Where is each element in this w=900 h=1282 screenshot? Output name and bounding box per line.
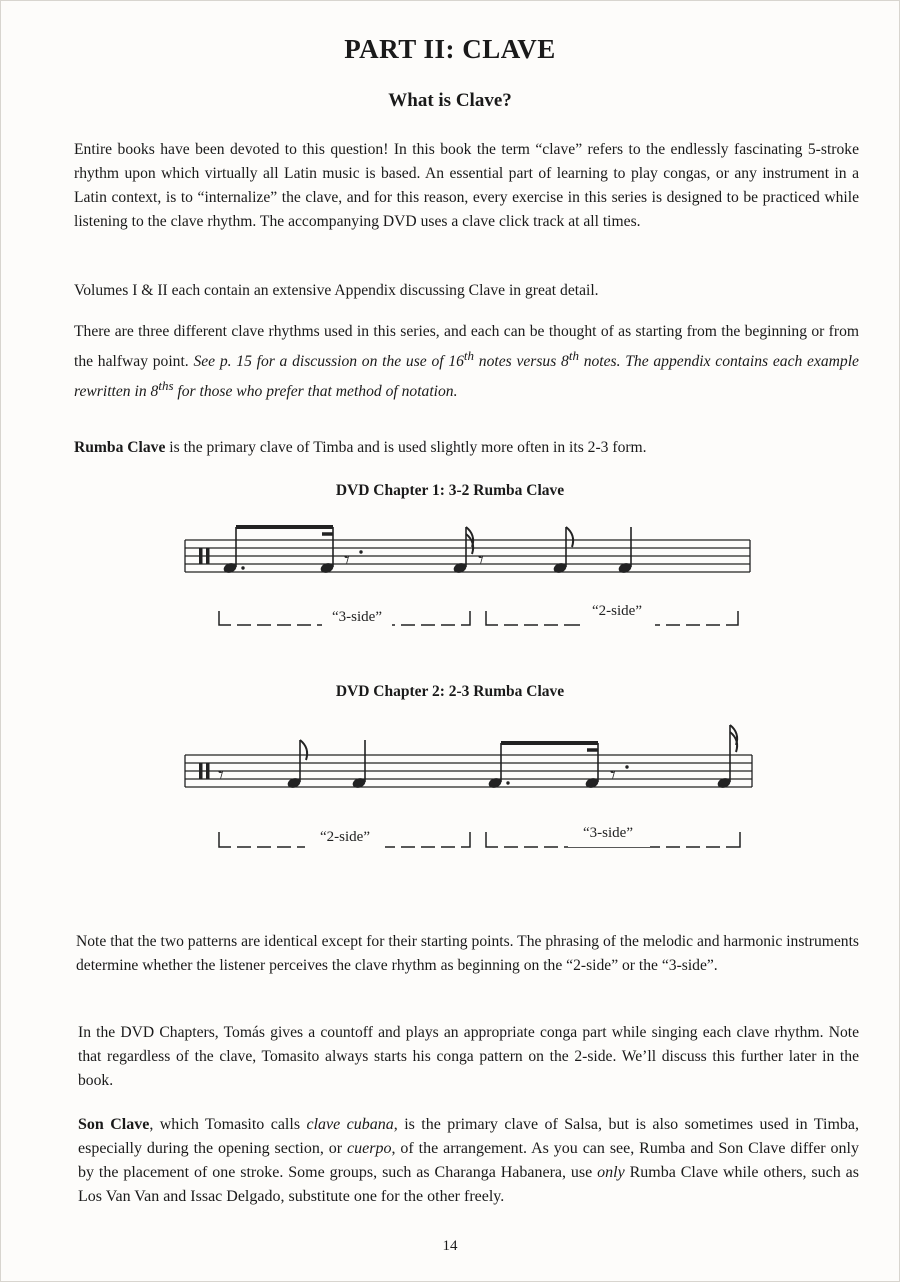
example2-staff [0,715,900,860]
percussion-clef [199,548,203,564]
example1-title: DVD Chapter 1: 3-2 Rumba Clave [335,482,565,499]
clave-note [716,725,737,790]
eighth-rest: 𝄾 [478,547,484,572]
clave-note [617,527,632,575]
intro-paragraph: Entire books have been devoted to this question! In this book the term “clave” refers to the endlessly fascinating 5-stroke rhythm upon which virtually all Latin music is based. An essential part of learning to play congas, or any instrument in a Latin context, is to “internalize” the clave, and for this reason, every exercise in this series is designed to be practiced while listening to the clave rhythm. The accompanying DVD uses a clave click track at all times. [74,141,859,230]
side-label-2: “2-side” [592,603,642,619]
son-clave-paragraph: Son Clave, which Tomasito calls clave cubana, is the primary clave of Salsa, but is also sometimes used in Timba, especially during the opening section, or cuerpo, of the arrangement. As you can see, Rumba and Son Clave differ only by the placement of one stroke. Some groups, such as Charanga Habanera, use only Rumba Clave while others, such as Los Van Van and Issac Delgado, substitute one for the other freely. [78,1116,860,1205]
page-title: PART II: CLAVE [344,34,556,64]
rhythms-text: There are three different clave rhythms used in this series, and each can be thought of as starting from the beginning or from the halfway point. [74,323,859,371]
eighth-rest: 𝄾 [218,762,224,787]
clave-note [222,527,244,575]
dvd-chapters-paragraph: In the DVD Chapters, Tomás gives a countoff and plays an appropriate conga part while singing each clave rhythm. Note that regardless of the clave, Tomasito always starts his conga pattern on the 2-side. We’ll discuss this further later in the book. [78,1024,859,1089]
percussion-clef [199,763,203,779]
rumba-clave-term: Rumba Clave [74,439,166,456]
example1-staff [0,515,900,645]
clave-note [452,527,473,575]
appendix-paragraph: Volumes I & II each contain an extensive Appendix discussing Clave in great detail. [74,282,599,299]
clave-note [286,740,307,790]
side-label-3: “3-side” [583,825,633,841]
clave-note [552,527,573,575]
rhythms-paragraph: There are three different clave rhythms used in this series, and each can be thought of as starting from the beginning or from the halfway point. See p. 15 for a discussion on the use of 16th notes versus 8th notes. The appendix contains each example rewritten in $8^{ths}$ for those who prefer that method of notation. [74,323,859,401]
page-number: 14 [442,1238,458,1254]
side-label-2: “2-side” [320,829,370,845]
eighth-rest: 𝄾 [344,547,350,572]
rumba-clave-paragraph: Rumba Clave is the primary clave of Timba and is used slightly more often in its 2-3 form. [74,439,647,456]
section-heading: What is Clave? [388,90,512,111]
son-clave-term: Son Clave [78,1116,150,1133]
side-label-3: “3-side” [332,609,382,625]
clave-note [351,740,366,790]
identical-patterns-paragraph: Note that the two patterns are identical except for their starting points. The phrasing of the melodic and harmonic instruments determine whether the listener perceives the clave rhythm as beginning on the “2-side” or the “3-side”. [76,933,859,974]
clave-note [487,743,509,790]
example2-title: DVD Chapter 2: 2-3 Rumba Clave [335,683,565,700]
eighth-rest: 𝄾 [610,762,616,787]
